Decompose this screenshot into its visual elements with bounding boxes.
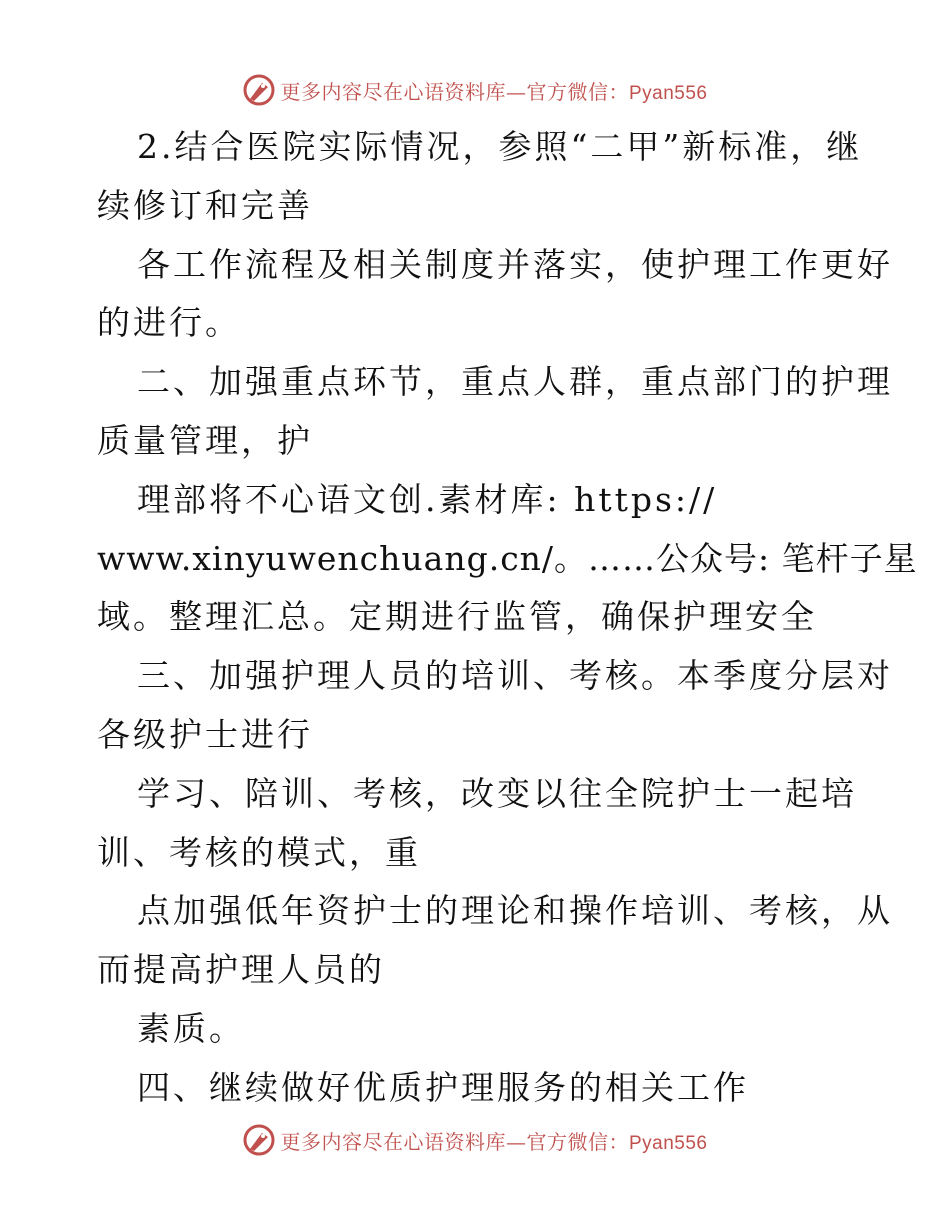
header-banner-official: 官方微信： (526, 79, 629, 104)
text-line: 理部将不心语文创.素材库: https:// (137, 479, 718, 519)
text-line: 的进行。 (97, 303, 241, 343)
footer-banner-title: 更多内容尽在心语资料库 (280, 1129, 506, 1154)
text-line: 各级护士进行 (97, 714, 313, 754)
header-banner-title: 更多内容尽在心语资料库 (280, 79, 506, 104)
text-line: 质量管理，护 (97, 420, 313, 460)
text-line: 续修订和完善 (97, 185, 313, 225)
text-line: 域。整理汇总。定期进行监管，确保护理安全 (97, 597, 817, 637)
text-line: 二、加强重点环节，重点人群，重点部门的护理 (137, 362, 893, 402)
header-banner (0, 70, 950, 110)
footer-banner-id: Pyan556 (628, 1132, 708, 1154)
footer-banner (0, 1120, 950, 1160)
text-line: www.xinyuwenchuang.cn/。……公众号: 笔杆子星 (97, 538, 918, 578)
header-banner-id: Pyan556 (628, 82, 708, 104)
text-line: 训、考核的模式，重 (97, 832, 421, 872)
text-line: 点加强低年资护士的理论和操作培训、考核，从 (137, 891, 893, 931)
text-line: 2.结合医院实际情况，参照“二甲”新标准，继 (137, 127, 863, 166)
header-banner-text (280, 76, 707, 105)
pen-nib-logo-icon (242, 1123, 276, 1157)
pen-nib-logo-icon (242, 73, 276, 107)
footer-banner-dash: — (505, 1129, 527, 1154)
text-line: 三、加强护理人员的培训、考核。本季度分层对 (137, 656, 893, 696)
footer-banner-text (280, 1126, 707, 1155)
text-line: 素质。 (137, 1008, 245, 1048)
document-body (97, 118, 918, 1118)
text-line: 四、继续做好优质护理服务的相关工作 (137, 1067, 749, 1107)
footer-banner-official: 官方微信： (526, 1129, 629, 1154)
header-banner-dash: — (505, 79, 527, 104)
text-line: 学习、陪训、考核，改变以往全院护士一起培 (137, 773, 857, 813)
text-line: 各工作流程及相关制度并落实，使护理工作更好 (137, 244, 893, 284)
text-line: 而提高护理人员的 (97, 950, 385, 990)
